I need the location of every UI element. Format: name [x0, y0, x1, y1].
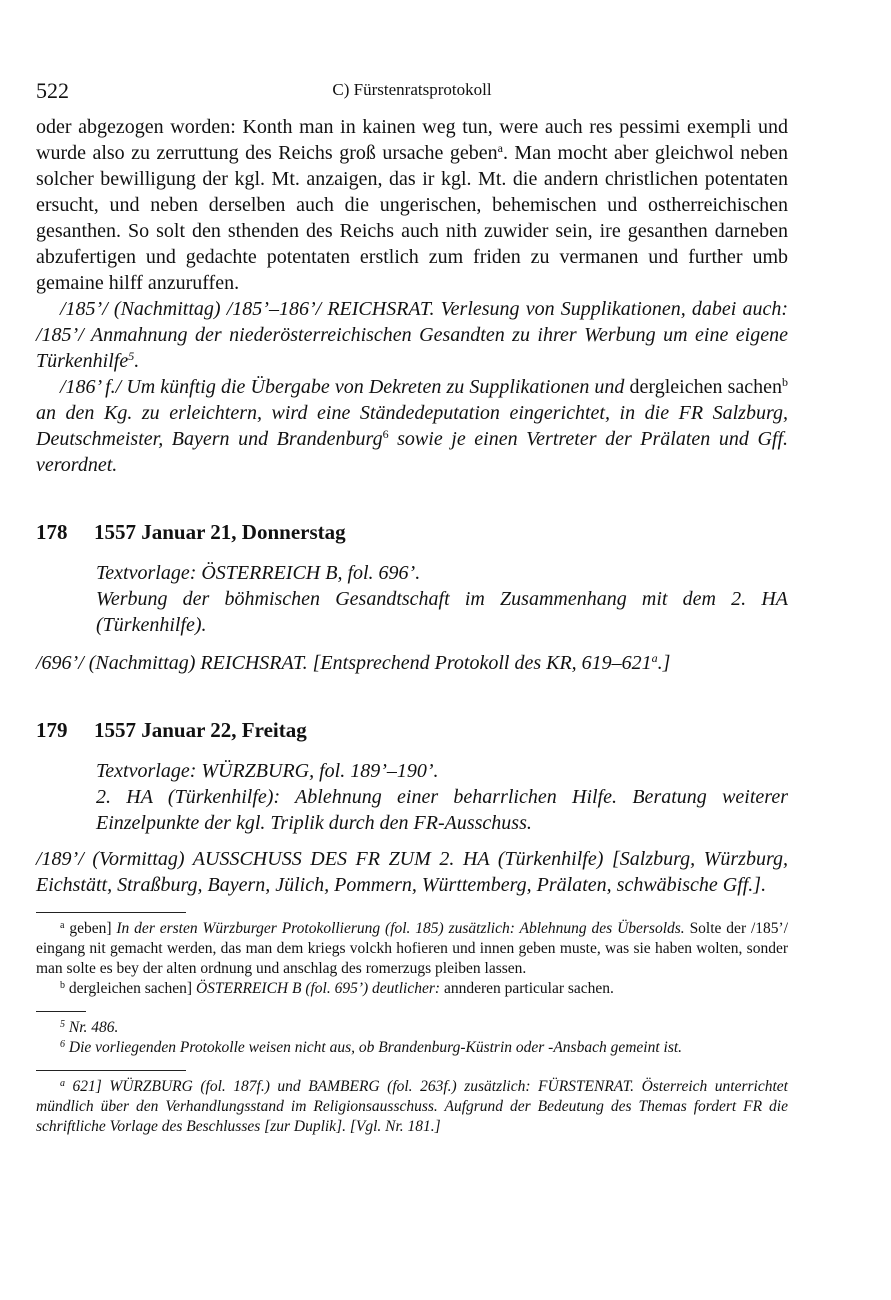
- footnote-ref-b[interactable]: b: [781, 375, 788, 389]
- footnote-rule-short: [36, 1011, 86, 1012]
- footnotes-numbered: [36, 1018, 788, 1058]
- footnote-rule-kr: [36, 1070, 186, 1071]
- text-source-179: Textvorlage: WÜRZBURG, fol. 189’–190’. 2. HA (Türkenhilfe): Ablehnung einer beharrlichen Hilfe. Beratung weiterer Einzelpunkte der kgl. Triplik durch den FR-Ausschuss.: [96, 760, 788, 834]
- footnote-6: $^6$ Die vorliegenden Protokolle weisen nicht aus, ob Brandenburg-Küstrin oder -Ansbach gemeint ist.: [60, 1039, 683, 1056]
- paragraph-2: /185’/ (Nachmittag) /185’–186’/ REICHSRAT. Verlesung von Supplikationen, dabei auch: /185’/ Anmahnung der niederösterreichischen Gesandten zu ihrer Werbung um eine eigene Türkenhilfe$^5$.: [36, 298, 788, 372]
- paragraph-1: oder abgezogen worden: Konth man in kainen weg tun, were auch res pessimi exempli und wurde also zu zerruttung des Reichs groß ursache geben$^a$. Man mocht aber gleichwol neben solcher bewilligung der kgl. Mt. anzaigen, das ir kgl. Mt. die andern christlichen potentaten ersucht, und neben derselben auch die ungerischen, behemischen und ostherreichischen gesanthen. So solt den sthenden des Reichs auch nith zuwider sein, ire gesanthen darneben abzufertigen und gedachte potentaten erstlich zum friden zu vermanen und further umb gemaine hilff anzuruffen.: [36, 116, 789, 294]
- section-heading-179: 179 1557 Januar 22, Freitag: [36, 718, 307, 742]
- section-heading-178: 178 1557 Januar 21, Donnerstag: [36, 520, 346, 544]
- footnote-b: $^b$ dergleichen sachen] ÖSTERREICH B (fol. 695’) deutlicher: annderen particular sachen.: [60, 980, 614, 997]
- footnote-ref-6[interactable]: 6: [382, 427, 389, 441]
- session-line-178: /696’/ (Nachmittag) REICHSRAT. [Entsprechend Protokoll des KR, 619–621$^a$.]: [36, 651, 671, 674]
- footnote-ref-5[interactable]: 5: [128, 349, 135, 363]
- footnote-a: $^a$ geben] In der ersten Würzburger Protokollierung (fol. 185) zusätzlich: Ablehnung des Übersolds. Solte der /185’/ eingang nit gemacht werden, das man dem kriegs volckh hofieren und innen geben muste, was sie haben wolten, sonder man solte es bey der alten ordnung und anschlag des romerzugs pleiben lassen.: [36, 920, 789, 977]
- page: [36, 76, 788, 1137]
- text-source-178: Textvorlage: ÖSTERREICH B, fol. 696’. Werbung der böhmischen Gesandtschaft im Zusammenhang mit dem 2. HA (Türkenhilfe).: [96, 562, 788, 636]
- paragraph-3: /186’ f./ Um künftig die Übergabe von Dekreten zu Supplikationen und dergleichen sachen$^b$ an den Kg. zu erleichtern, wird eine Ständedeputation eingerichtet, in die FR Salzburg, Deutschmeister, Bayern und Brandenburg$^6$ sowie je einen Vertreter der Prälaten und Gff. verordnet.: [36, 375, 788, 476]
- footnote-kr-a: $^a$ 621] WÜRZBURG (fol. 187f.) und BAMBERG (fol. 263f.) zusätzlich: FÜRSTENRAT. Österreich unterrichtet mündlich über den Verhandlungsstand im Religionsausschuss. Aufgrund der Bedeutung des Themas fordert FR die schriftliche Vorlage des Beschlusses [zur Duplik]. [Vgl. Nr. 181.]: [36, 1078, 788, 1135]
- main-text: [36, 114, 788, 478]
- footnotes-alpha: [36, 919, 788, 999]
- footnote-ref-a[interactable]: a: [497, 141, 503, 155]
- page-header: [36, 76, 788, 106]
- page-number: 522: [36, 78, 69, 103]
- footnotes-kr: [36, 1077, 788, 1137]
- running-title: C) Fürstenratsprotokoll: [332, 80, 492, 99]
- footnote-rule: [36, 912, 186, 913]
- footnote-ref-kr-a[interactable]: a: [651, 651, 658, 665]
- session-line-179: /189’/ (Vormittag) AUSSCHUSS DES FR ZUM 2. HA (Türkenhilfe) [Salzburg, Würzburg, Eichstätt, Straßburg, Bayern, Jülich, Pommern, Württemberg, Prälaten, schwäbische Gff.].: [36, 848, 788, 896]
- footnote-5: $^5$ Nr. 486.: [60, 1019, 119, 1036]
